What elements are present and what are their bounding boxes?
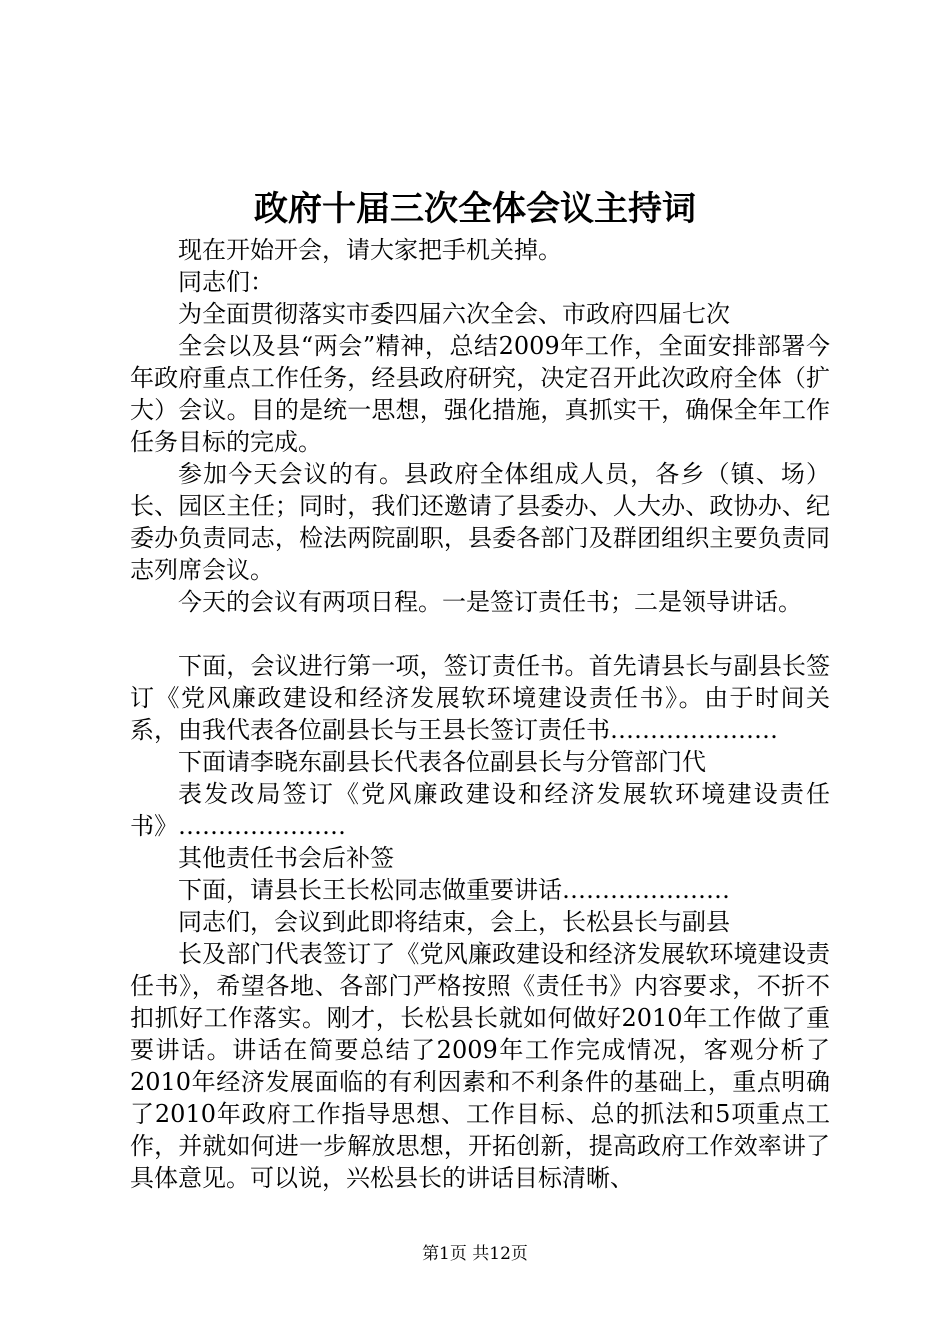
- paragraph-opening: 现在开始开会，请大家把手机关掉。: [178, 236, 562, 264]
- page-number-footer: 第1页 共12页: [422, 1244, 528, 1264]
- paragraph-closing-line: 同志们，会议到此即将结束，会上，长松县长与副县: [178, 908, 730, 936]
- paragraph-attendees: 参加今天会议的有。县政府全体组成人员，各乡（镇、场）长、园区主任；同时，我们还邀请了县委办、人大办、政协办、纪委办负责同志，检法两院副职，县委各部门及群团组织主要负责同志列席会议。: [130, 460, 830, 584]
- paragraph-first-item: 下面，会议进行第一项，签订责任书。首先请县长与副县长签订《党风廉政建设和经济发展软环境建设责任书》。由于时间关系，由我代表各位副县长与王县长签订责任书…………………: [130, 652, 830, 744]
- paragraph-gap: [130, 618, 830, 650]
- paragraph-speech: 下面，请县长王长松同志做重要讲话…………………: [178, 876, 730, 904]
- paragraph-purpose-line: 为全面贯彻落实市委四届六次全会、市政府四届七次: [178, 300, 730, 328]
- document-title: 政府十届三次全体会议主持词: [254, 189, 696, 229]
- paragraph-deputy-signing-line: 下面请李晓东副县长代表各位副县长与分管部门代: [178, 748, 706, 776]
- document-body: [130, 234, 830, 1194]
- paragraph-other-books: 其他责任书会后补签: [178, 844, 394, 872]
- paragraph-deputy-signing: 表发改局签订《党风廉政建设和经济发展软环境建设责任书》…………………: [130, 780, 830, 840]
- paragraph-purpose: 全会以及县“两会”精神，总结2009年工作，全面安排部署今年政府重点工作任务，经县政府研究，决定召开此次政府全体（扩大）会议。目的是统一思想，强化措施，真抓实干，确保全年工作任务目标的完成。: [130, 332, 830, 456]
- paragraph-closing: 长及部门代表签订了《党风廉政建设和经济发展软环境建设责任书》，希望各地、各部门严格按照《责任书》内容要求，不折不扣抓好工作落实。刚才，长松县长就如何做好2010年工作做了重要讲话。讲话在简要总结了2009年工作完成情况，客观分析了2010年经济发展面临的有利因素和不利条件的基础上，重点明确了2010年政府工作指导思想、工作目标、总的抓法和5项重点工作，并就如何进一步解放思想，开拓创新，提高政府工作效率讲了具体意见。可以说，兴松县长的讲话目标清晰、: [130, 940, 830, 1192]
- paragraph-agenda: 今天的会议有两项日程。一是签订责任书；二是领导讲话。: [178, 588, 802, 616]
- paragraph-salutation: 同志们：: [178, 268, 274, 296]
